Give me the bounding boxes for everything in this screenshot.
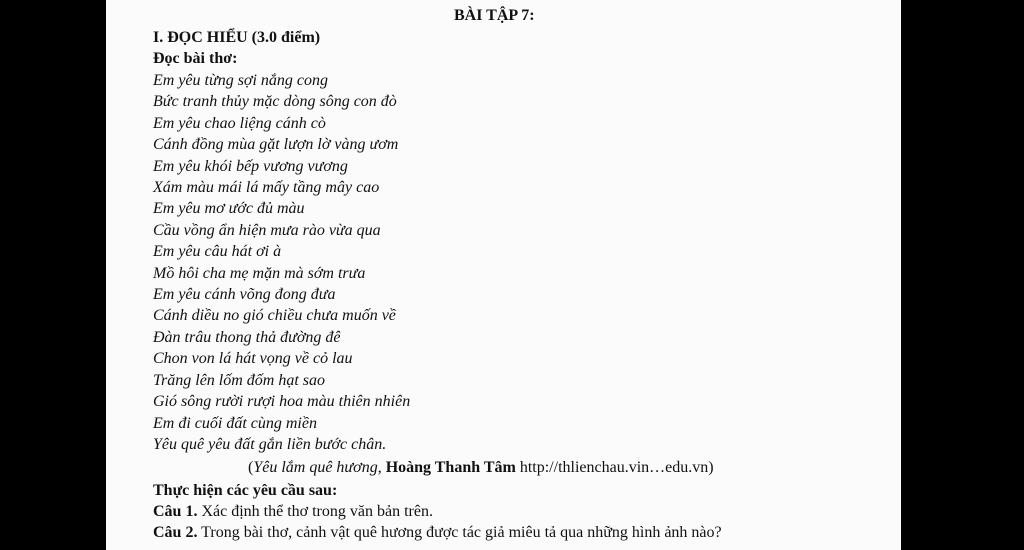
poem-line: Trăng lên lốm đốm hạt sao <box>153 371 326 389</box>
section-heading: I. ĐỌC HIỂU (3.0 điểm) <box>153 29 321 46</box>
source-open: ( <box>248 459 254 476</box>
source-title: Yêu lắm quê hương <box>253 459 378 476</box>
poem-line: Em yêu mơ ước đủ màu <box>153 200 305 218</box>
source-url: http://thlienchau.vin…edu.vn) <box>515 459 714 476</box>
poem <box>153 70 410 455</box>
question-label: Câu 1. <box>153 503 198 520</box>
poem-line: Em yêu câu hát ơi à <box>153 243 282 261</box>
document-page <box>106 0 901 550</box>
poem-line: Cánh diều no gió chiều chưa muốn về <box>153 307 396 325</box>
source-sep: , <box>377 459 386 476</box>
poem-line: Em yêu khói bếp vương vương <box>153 157 348 175</box>
poem-line: Chon von lá hát vọng về cỏ lau <box>153 350 353 368</box>
question-label: Câu 2. <box>153 524 198 541</box>
poem-line: Em yêu từng sợi nắng cong <box>153 72 329 89</box>
poem-line: Em yêu chao liệng cánh cò <box>153 114 326 132</box>
poem-line: Xám màu mái lá mấy tầng mây cao <box>153 179 380 197</box>
poem-line: Em yêu cánh võng đong đưa <box>153 286 336 304</box>
poem-line: Mồ hôi cha mẹ mặn mà sớm trưa <box>153 264 366 282</box>
question-1 <box>153 502 433 522</box>
poem-line: Cánh đồng mùa gặt lượn lờ vàng ươm <box>153 136 399 154</box>
poem-source <box>248 458 714 478</box>
question-text: Xác định thể thơ trong văn bản trên. <box>197 503 433 520</box>
poem-line: Bức tranh thủy mặc dòng sông con đò <box>153 93 397 111</box>
task-heading: Thực hiện các yêu cầu sau: <box>153 482 338 499</box>
source-author: Hoàng Thanh Tâm <box>385 459 516 476</box>
page-title: BÀI TẬP 7: <box>454 7 535 24</box>
poem-line: Gió sông rười rượi hoa màu thiên nhiên <box>153 393 411 411</box>
poem-line: Đàn trâu thong thả đường đê <box>153 328 341 346</box>
poem-line: Em đi cuối đất cùng miền <box>153 414 317 432</box>
poem-line: Cầu vồng ẩn hiện mưa rào vừa qua <box>153 221 381 239</box>
poem-line: Yêu quê yêu đất gắn liền bước chân. <box>153 435 387 453</box>
question-text: Trong bài thơ, cảnh vật quê hương được tác giả miêu tả qua những hình ảnh nào? <box>197 524 722 541</box>
question-2 <box>153 523 722 543</box>
read-label: Đọc bài thơ: <box>153 50 238 67</box>
